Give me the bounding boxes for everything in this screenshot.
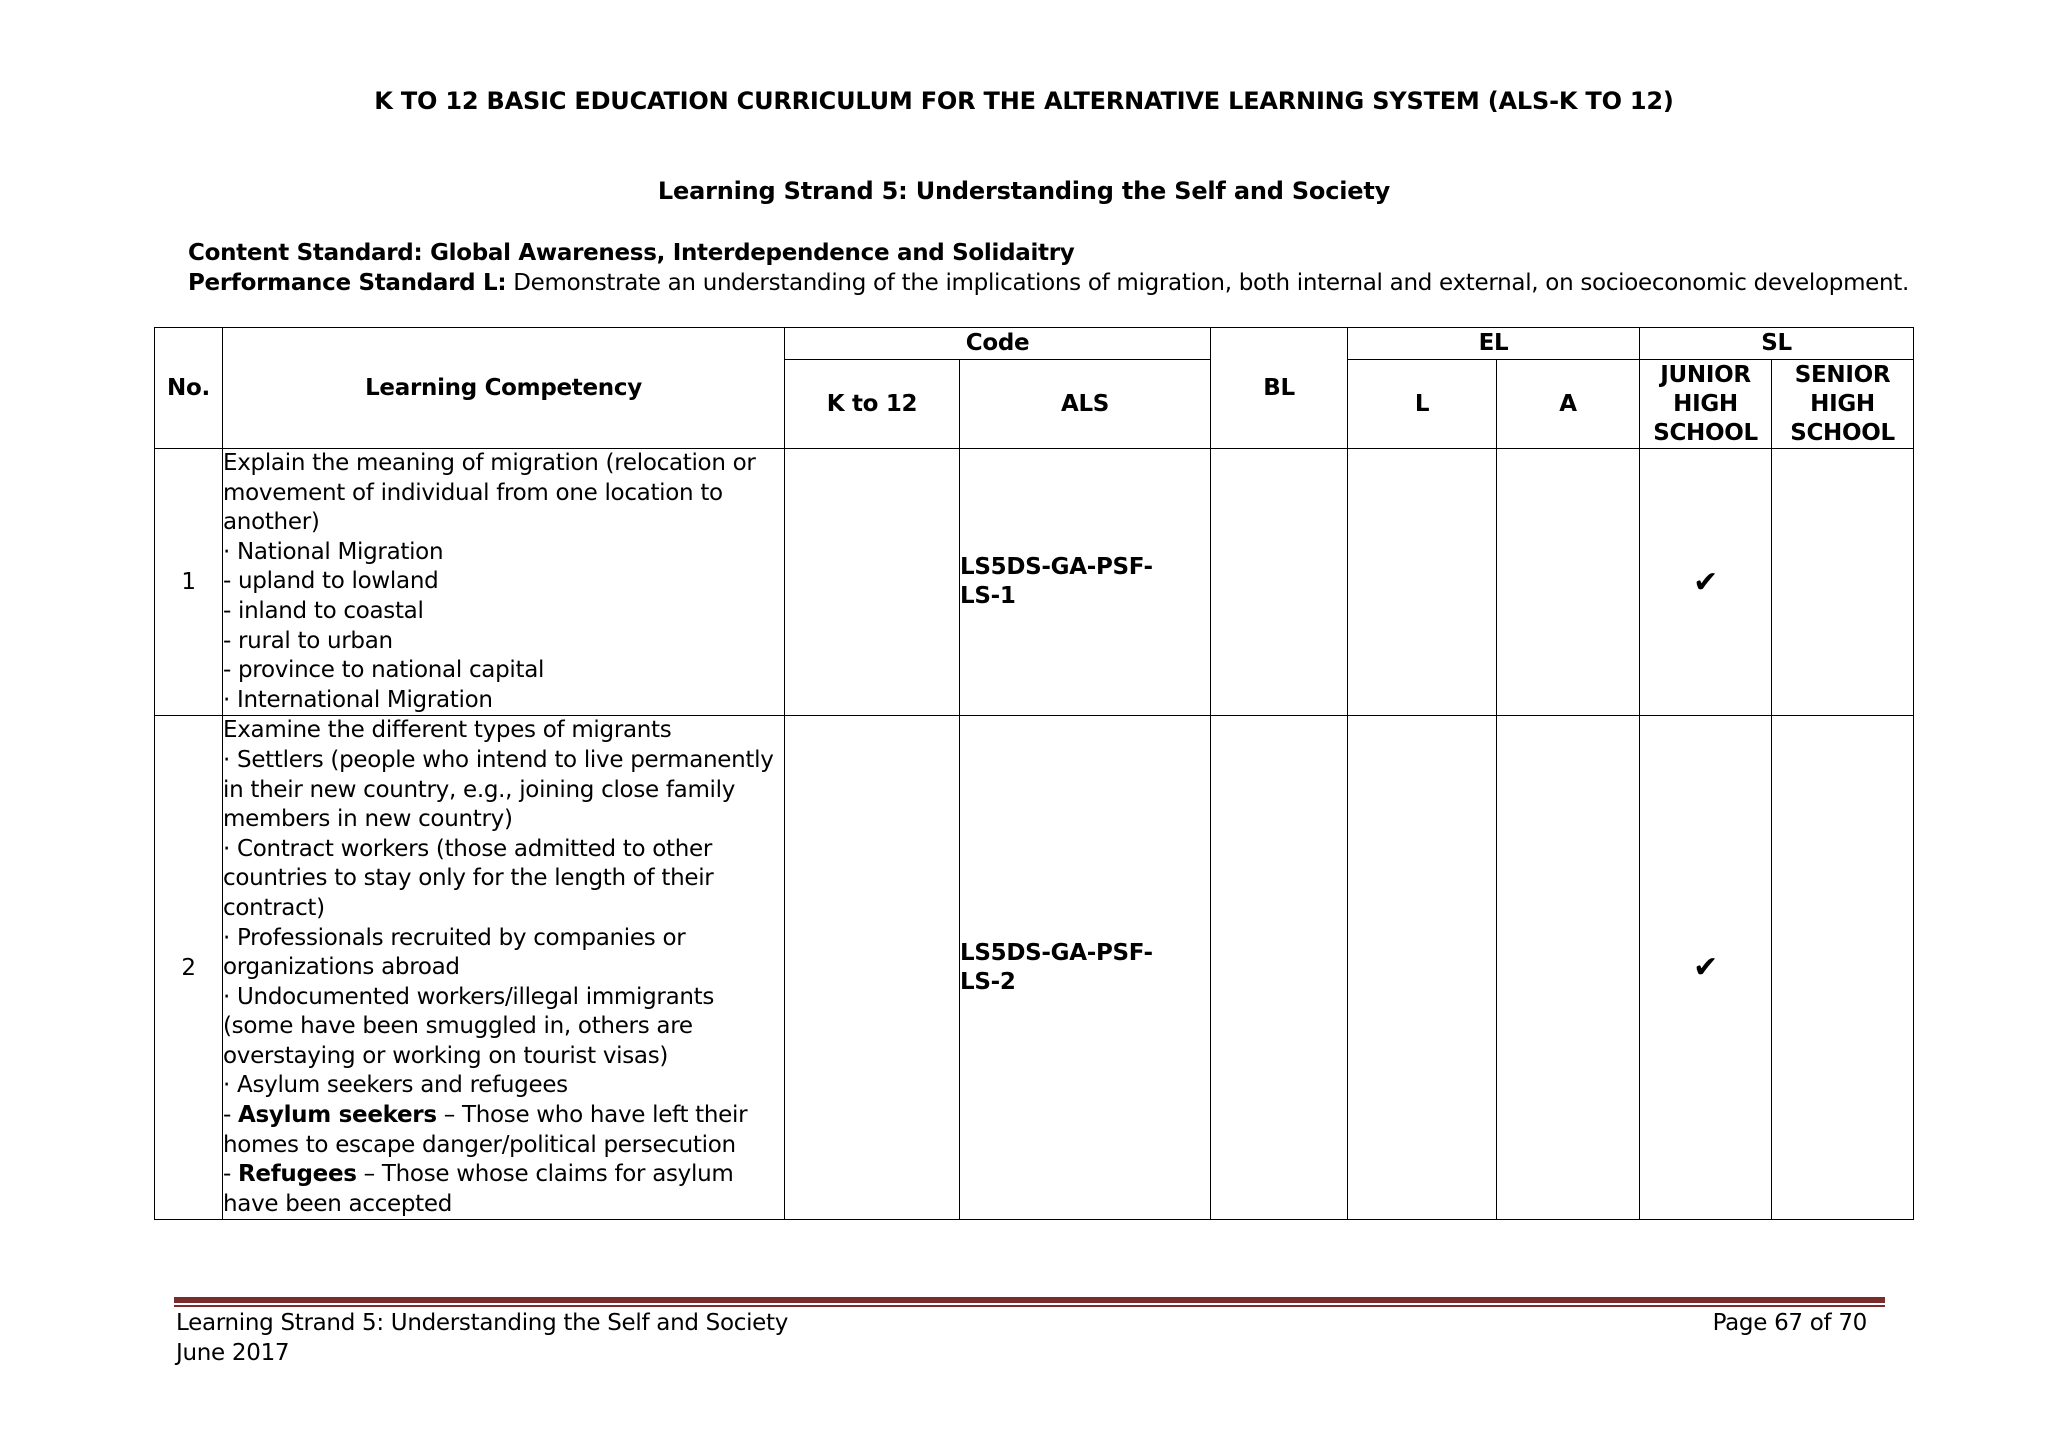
junior-high-check-icon: ✔ — [1640, 449, 1772, 716]
strand-title: Learning Strand 5: Understanding the Self and Society — [657, 177, 1391, 205]
learning-competency-cell — [223, 716, 785, 1220]
als-code-cell — [960, 716, 1211, 1220]
competency-line: homes to escape danger/political persecution — [223, 1131, 736, 1158]
competency-line: Examine the different types of migrants — [223, 717, 672, 744]
footer-divider-thin — [174, 1305, 1885, 1307]
learning-competency-cell — [223, 449, 785, 716]
competency-line: · National Migration — [223, 538, 444, 565]
competency-line: organizations abroad — [223, 954, 460, 981]
als-code-cell — [960, 449, 1211, 716]
refugees-term: Refugees — [238, 1161, 357, 1188]
standards-block — [188, 238, 2008, 298]
row-number: 2 — [155, 716, 223, 1220]
k-to-12-code-cell — [785, 449, 960, 716]
competency-line: - province to national capital — [223, 657, 545, 684]
bl-cell — [1211, 716, 1348, 1220]
competency-line: - upland to lowland — [223, 568, 439, 595]
refugees-definition: – Those whose claims for asylum — [356, 1161, 734, 1188]
competency-line: contract) — [223, 894, 325, 921]
competency-table — [154, 327, 1914, 1220]
competency-line: members in new country) — [223, 806, 513, 833]
competency-line: movement of individual from one location to — [223, 479, 723, 506]
performance-standard-text: Demonstrate an understanding of the implications of migration, both internal and external, on socioeconomic development. — [506, 270, 1910, 296]
asylum-prefix: - — [223, 1102, 239, 1129]
k-to-12-code-cell — [785, 716, 960, 1220]
competency-line: · Professionals recruited by companies or — [223, 924, 686, 951]
header-junior-line: JUNIOR — [1660, 361, 1751, 388]
content-standard — [188, 238, 2008, 268]
el-l-cell — [1348, 716, 1497, 1220]
footer-divider — [174, 1297, 1885, 1303]
refugee-prefix: - — [223, 1161, 239, 1188]
als-code-line: LS-1 — [960, 583, 1016, 610]
table-row — [155, 449, 1914, 716]
competency-line: another) — [223, 509, 320, 536]
header-senior-line: SCHOOL — [1790, 419, 1895, 446]
als-code-line: LS5DS-GA-PSF- — [960, 554, 1153, 581]
competency-line: (some have been smuggled in, others are — [223, 1013, 693, 1040]
row-number: 1 — [155, 449, 223, 716]
competency-line: · Asylum seekers and refugees — [223, 1072, 568, 1099]
competency-line: · Undocumented workers/illegal immigrants — [223, 983, 715, 1010]
header-junior-line: SCHOOL — [1653, 419, 1758, 446]
header-learning-competency: Learning Competency — [223, 328, 785, 449]
competency-line — [223, 1101, 784, 1131]
competency-line: · International Migration — [223, 686, 493, 713]
el-a-cell — [1497, 716, 1640, 1220]
document-title: K TO 12 BASIC EDUCATION CURRICULUM FOR THE ALTERNATIVE LEARNING SYSTEM (ALS-K TO 12) — [374, 87, 1674, 115]
als-code-line: LS5DS-GA-PSF- — [960, 939, 1153, 966]
footer-date: June 2017 — [176, 1340, 290, 1366]
competency-line: · Contract workers (those admitted to other — [223, 835, 713, 862]
content-standard-label: Content Standard: Global Awareness, Interdependence and Solidaitry — [188, 240, 1075, 266]
header-senior-line: HIGH — [1810, 390, 1875, 417]
header-als: ALS — [960, 360, 1211, 449]
header-k-to-12: K to 12 — [785, 360, 960, 449]
header-l: L — [1348, 360, 1497, 449]
footer-left — [176, 1308, 788, 1368]
performance-standard-label: Performance Standard L: — [188, 270, 507, 296]
header-junior-high-school — [1640, 360, 1772, 449]
senior-high-cell — [1772, 716, 1914, 1220]
competency-line: overstaying or working on tourist visas) — [223, 1042, 669, 1069]
page-number: Page 67 of 70 — [1712, 1310, 1867, 1336]
header-a: A — [1497, 360, 1640, 449]
competency-line — [223, 1160, 784, 1190]
competency-line: in their new country, e.g., joining close family — [223, 776, 736, 803]
junior-high-check-icon: ✔ — [1640, 716, 1772, 1220]
table-row — [155, 716, 1914, 1220]
footer-strand-name: Learning Strand 5: Understanding the Self and Society — [176, 1310, 789, 1336]
asylum-seekers-definition: – Those who have left their — [436, 1102, 748, 1129]
asylum-seekers-term: Asylum seekers — [238, 1102, 437, 1129]
header-no: No. — [155, 328, 223, 449]
header-senior-high-school — [1772, 360, 1914, 449]
header-junior-line: HIGH — [1673, 390, 1738, 417]
competency-line: have been accepted — [223, 1190, 453, 1217]
bl-cell — [1211, 449, 1348, 716]
competency-line: Explain the meaning of migration (relocation or — [223, 450, 756, 476]
competency-line: · Settlers (people who intend to live permanently — [223, 746, 774, 773]
competency-line: countries to stay only for the length of their — [223, 865, 714, 892]
el-a-cell — [1497, 449, 1640, 716]
header-senior-line: SENIOR — [1794, 361, 1891, 388]
competency-line: - rural to urban — [223, 627, 393, 654]
header-code: Code — [785, 328, 1211, 360]
header-sl: SL — [1640, 328, 1914, 360]
senior-high-cell — [1772, 449, 1914, 716]
als-code-line: LS-2 — [960, 968, 1016, 995]
header-bl: BL — [1211, 328, 1348, 449]
el-l-cell — [1348, 449, 1497, 716]
competency-line: - inland to coastal — [223, 597, 424, 624]
performance-standard — [188, 268, 2008, 298]
header-el: EL — [1348, 328, 1640, 360]
